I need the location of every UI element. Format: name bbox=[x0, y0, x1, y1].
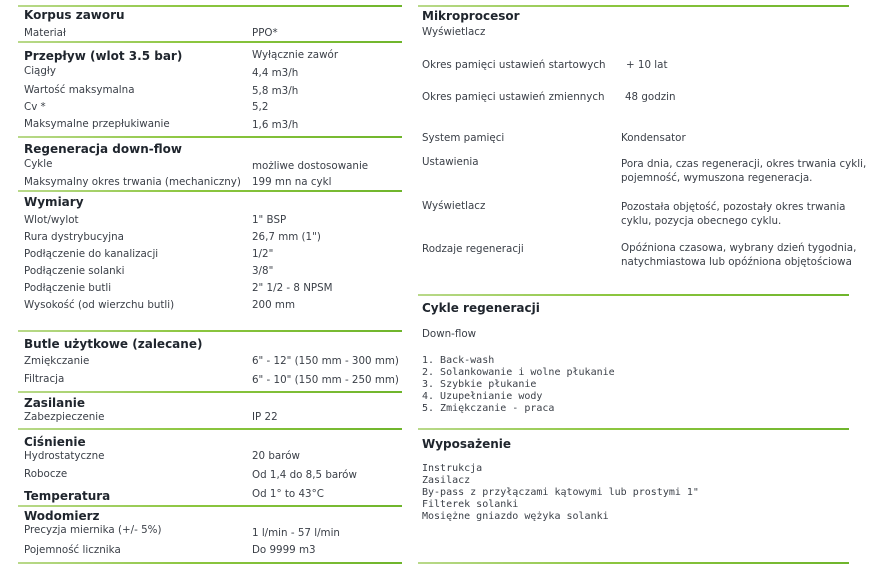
section-title-mikroprocesor: Mikroprocesor bbox=[422, 9, 520, 23]
spec-label: Ustawienia bbox=[422, 156, 479, 168]
section-divider bbox=[18, 136, 402, 138]
spec-label: Cv * bbox=[24, 101, 46, 113]
spec-label: System pamięci bbox=[422, 132, 505, 144]
spec-value: Od 1° to 43°C bbox=[252, 488, 324, 500]
spec-label: Hydrostatyczne bbox=[24, 450, 105, 462]
section-divider bbox=[18, 428, 402, 430]
spec-label: Rodzaje regeneracji bbox=[422, 243, 524, 255]
spec-value: 1/2" bbox=[252, 248, 274, 260]
section-title-przeplyw: Przepływ (wlot 3.5 bar) bbox=[24, 49, 183, 63]
section-divider bbox=[18, 41, 402, 43]
spec-label: Rura dystrybucyjna bbox=[24, 231, 124, 243]
spec-value: 1" BSP bbox=[252, 214, 287, 226]
spec-label: Maksymalny okres trwania (mechaniczny) bbox=[24, 176, 241, 188]
spec-label: Podłączenie solanki bbox=[24, 265, 125, 277]
spec-value: 48 godzin bbox=[625, 91, 676, 103]
spec-value: Opóźniona czasowa, wybrany dzień tygodnia, natychmiastowa lub opóźniona objętościowa bbox=[621, 242, 857, 268]
list-item: Mosiężne gniazdo wężyka solanki bbox=[422, 511, 609, 522]
list-item: Filterek solanki bbox=[422, 499, 519, 510]
spec-label: Wlot/wylot bbox=[24, 214, 79, 226]
spec-value: Wyłącznie zawór bbox=[252, 49, 339, 61]
spec-value: 5,8 m3/h bbox=[252, 85, 299, 97]
spec-value: 200 mm bbox=[252, 299, 295, 311]
section-title-temperatura: Temperatura bbox=[24, 489, 111, 503]
list-item: Zasilacz bbox=[422, 475, 471, 486]
spec-value: PPO* bbox=[252, 27, 278, 39]
section-title-wymiary: Wymiary bbox=[24, 195, 84, 209]
spec-label: Ciągły bbox=[24, 65, 56, 77]
spec-label: Pojemność licznika bbox=[24, 544, 121, 556]
section-title-wodomierz: Wodomierz bbox=[24, 509, 100, 523]
section-divider bbox=[18, 562, 402, 564]
spec-label: Cykle bbox=[24, 158, 53, 170]
spec-value: 6" - 10" (150 mm - 250 mm) bbox=[252, 374, 399, 386]
section-divider bbox=[418, 428, 849, 430]
spec-value: 2" 1/2 - 8 NPSM bbox=[252, 282, 333, 294]
section-title-wyposazenie: Wyposażenie bbox=[422, 437, 512, 451]
section-title-regeneracja: Regeneracja down-flow bbox=[24, 142, 182, 156]
spec-value: Od 1,4 do 8,5 barów bbox=[252, 469, 357, 481]
spec-value: możliwe dostosowanie bbox=[252, 160, 369, 172]
spec-value: 20 barów bbox=[252, 450, 300, 462]
section-subtitle: Wyświetlacz bbox=[422, 26, 486, 38]
spec-value: 1 l/min - 57 l/min bbox=[252, 527, 340, 539]
spec-value: IP 22 bbox=[252, 411, 278, 423]
section-divider bbox=[18, 505, 402, 507]
section-divider bbox=[18, 190, 402, 192]
list-item: 5. Zmiękczanie - praca bbox=[422, 403, 555, 414]
section-title-zasilanie: Zasilanie bbox=[24, 396, 86, 410]
section-divider bbox=[18, 5, 402, 7]
spec-value: 3/8" bbox=[252, 265, 274, 277]
spec-label: Zmiękczanie bbox=[24, 355, 90, 367]
section-divider bbox=[18, 391, 402, 393]
spec-label: Wyświetlacz bbox=[422, 200, 486, 212]
list-item: 1. Back-wash bbox=[422, 355, 495, 366]
spec-label: Wysokość (od wierzchu butli) bbox=[24, 299, 175, 311]
section-divider bbox=[18, 330, 402, 332]
spec-value: 26,7 mm (1") bbox=[252, 231, 321, 243]
spec-label: Filtracja bbox=[24, 373, 65, 385]
list-item: 3. Szybkie płukanie bbox=[422, 379, 537, 390]
spec-value: + 10 lat bbox=[626, 59, 668, 71]
spec-label: Okres pamięci ustawień zmiennych bbox=[422, 91, 605, 103]
section-subtitle: Down-flow bbox=[422, 328, 477, 340]
spec-label: Zabezpieczenie bbox=[24, 411, 105, 423]
spec-value: 199 mn na cykl bbox=[252, 176, 332, 188]
section-title-cykle: Cykle regeneracji bbox=[422, 301, 540, 315]
section-divider bbox=[418, 562, 849, 564]
list-item: Instrukcja bbox=[422, 463, 483, 474]
spec-value: Do 9999 m3 bbox=[252, 544, 316, 556]
spec-label: Precyzja miernika (+/- 5%) bbox=[24, 524, 162, 536]
section-divider bbox=[418, 5, 849, 7]
section-title-butle: Butle użytkowe (zalecane) bbox=[24, 337, 203, 351]
spec-value: 1,6 m3/h bbox=[252, 119, 299, 131]
spec-label: Materiał bbox=[24, 27, 66, 39]
section-title-korpus: Korpus zaworu bbox=[24, 8, 125, 22]
spec-value: Kondensator bbox=[621, 132, 686, 144]
spec-value: 4,4 m3/h bbox=[252, 67, 299, 79]
spec-label: Okres pamięci ustawień startowych bbox=[422, 59, 606, 71]
spec-label: Robocze bbox=[24, 468, 68, 480]
section-title-cisnienie: Ciśnienie bbox=[24, 435, 86, 449]
spec-label: Podłączenie do kanalizacji bbox=[24, 248, 159, 260]
section-divider bbox=[418, 294, 849, 296]
spec-label: Maksymalne przepłukiwanie bbox=[24, 118, 170, 130]
list-item: By-pass z przyłączami kątowymi lub prostymi 1" bbox=[422, 487, 699, 498]
spec-value: Pozostała objętość, pozostały okres trwania cyklu, pozycja obecnego cyklu. bbox=[621, 201, 846, 227]
spec-value: 6" - 12" (150 mm - 300 mm) bbox=[252, 355, 399, 367]
list-item: 4. Uzupełnianie wody bbox=[422, 391, 543, 402]
list-item: 2. Solankowanie i wolne płukanie bbox=[422, 367, 615, 378]
spec-label: Podłączenie butli bbox=[24, 282, 112, 294]
spec-value: Pora dnia, czas regeneracji, okres trwania cykli, pojemność, wymuszona regeneracja. bbox=[621, 158, 867, 184]
spec-value: 5,2 bbox=[252, 101, 269, 113]
spec-label: Wartość maksymalna bbox=[24, 84, 135, 96]
